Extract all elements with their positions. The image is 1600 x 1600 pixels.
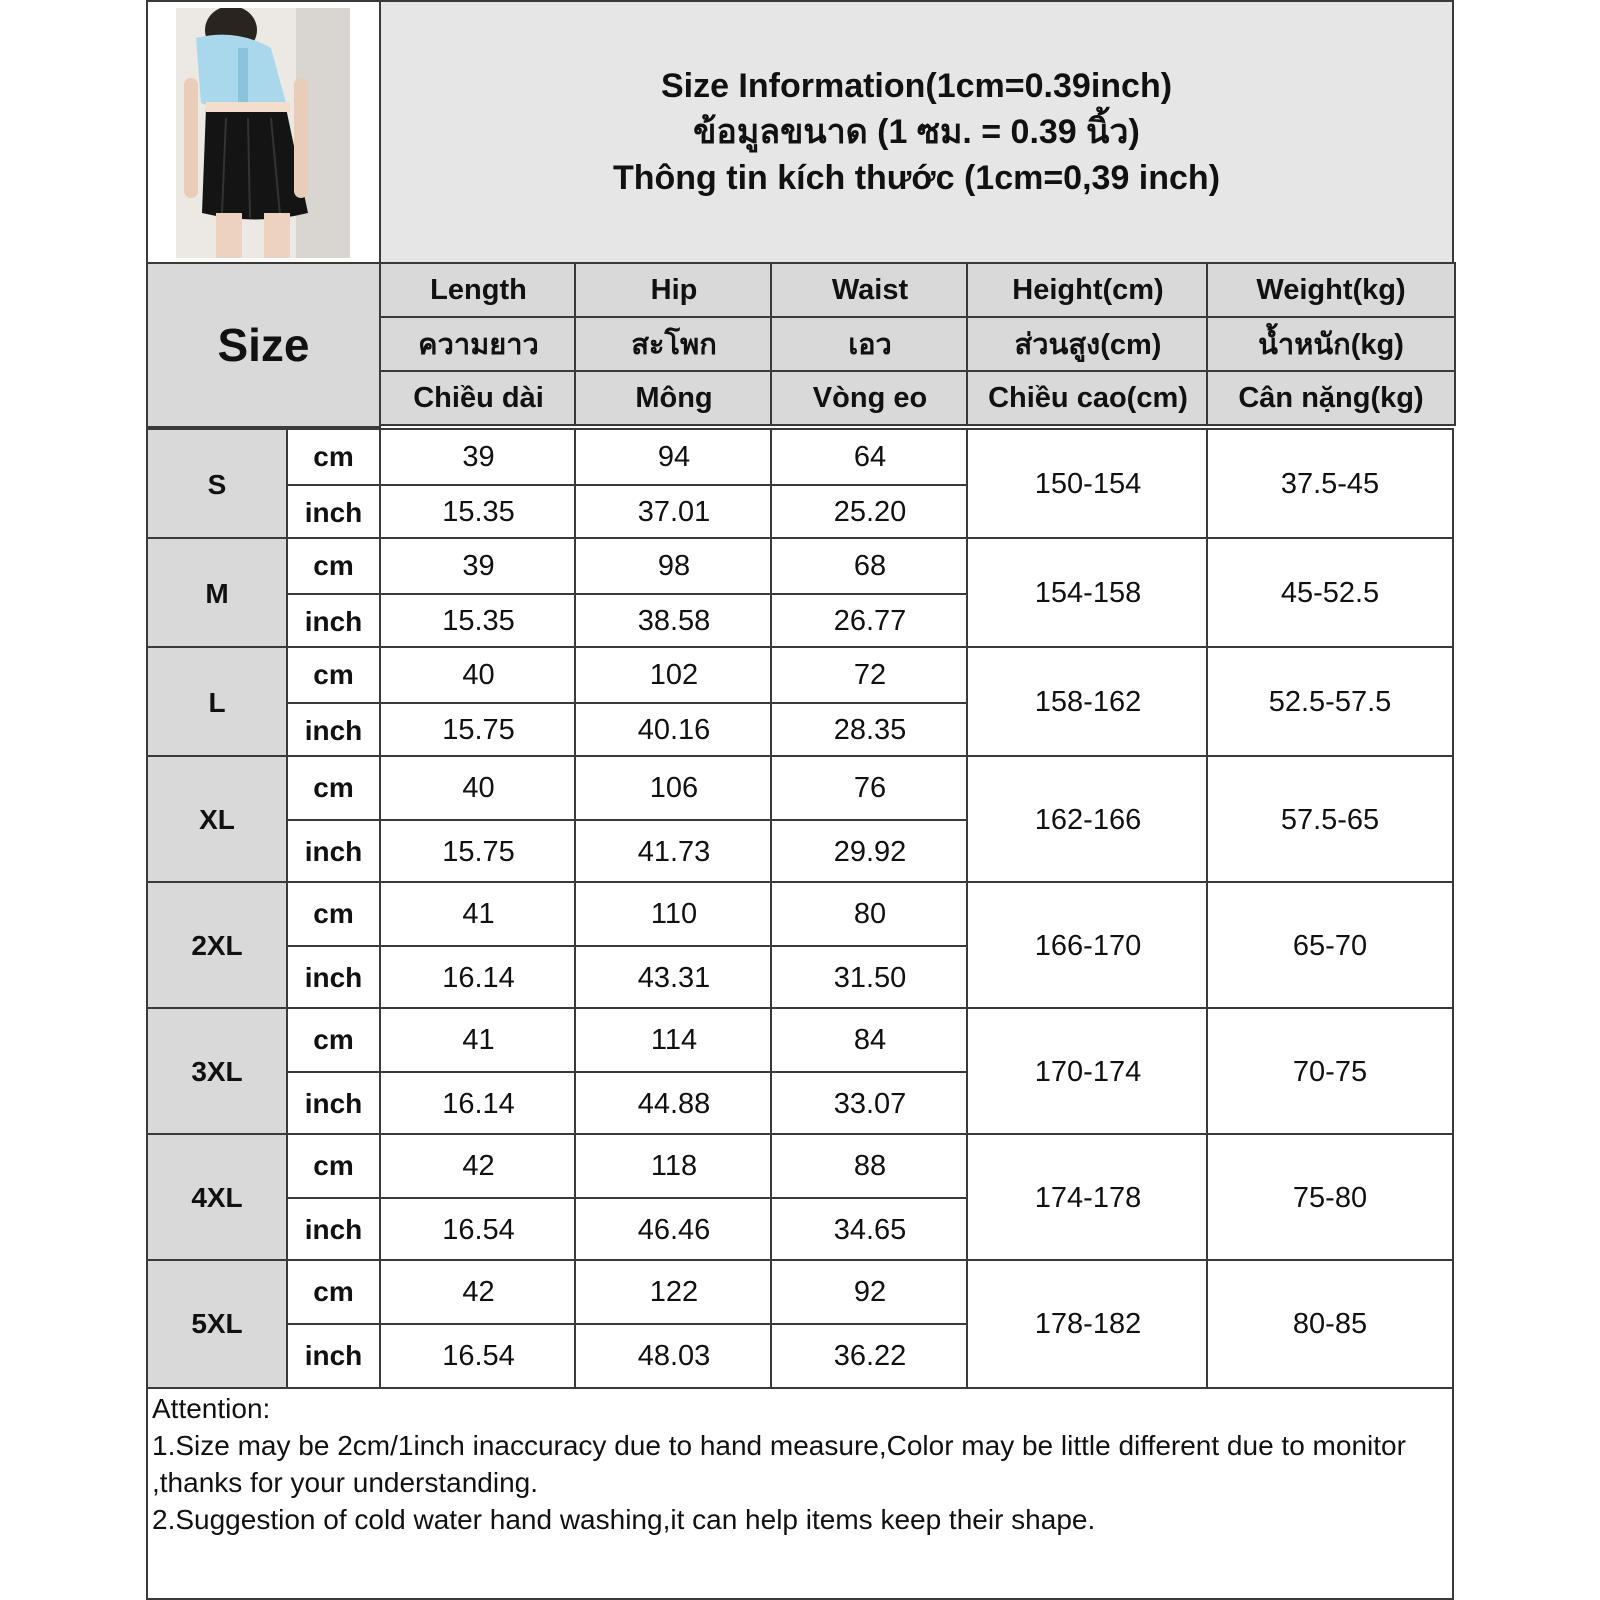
measurement-inch-cell: 16.54 — [379, 1197, 578, 1263]
measurement-cm-cell: 114 — [574, 1007, 774, 1073]
height-range-cell: 170-174 — [966, 1007, 1210, 1137]
weight-range-cell: 75-80 — [1206, 1133, 1454, 1263]
unit-cm-label: cm — [286, 1007, 381, 1073]
measurement-inch-cell: 28.35 — [770, 702, 970, 759]
unit-cm-label: cm — [286, 1259, 381, 1325]
measurement-inch-cell: 15.35 — [379, 484, 578, 541]
measurement-inch-cell: 38.58 — [574, 593, 774, 650]
measurement-cm-cell: 41 — [379, 1007, 578, 1073]
measurement-cm-cell: 42 — [379, 1133, 578, 1199]
weight-range-cell: 57.5-65 — [1206, 755, 1454, 885]
weight-range-cell: 45-52.5 — [1206, 537, 1454, 650]
weight-range-cell: 65-70 — [1206, 881, 1454, 1011]
height-range-cell: 174-178 — [966, 1133, 1210, 1263]
unit-cm-label: cm — [286, 1133, 381, 1199]
measurement-inch-cell: 43.31 — [574, 945, 774, 1011]
size-label-cell: 3XL — [146, 1007, 288, 1137]
height-range-cell: 158-162 — [966, 646, 1210, 759]
column-header-th: สะโพก — [574, 316, 774, 372]
measurement-inch-cell: 37.01 — [574, 484, 774, 541]
measurement-cm-cell: 72 — [770, 646, 970, 704]
column-header-vi: Vòng eo — [770, 370, 970, 426]
measurement-inch-cell: 44.88 — [574, 1071, 774, 1137]
measurement-inch-cell: 46.46 — [574, 1197, 774, 1263]
measurement-inch-cell: 25.20 — [770, 484, 970, 541]
notes-title: Attention: — [152, 1393, 271, 1424]
measurement-cm-cell: 88 — [770, 1133, 970, 1199]
product-photo — [146, 0, 381, 264]
column-header-th: น้ำหนัก(kg) — [1206, 316, 1456, 372]
unit-inch-label: inch — [286, 484, 381, 541]
title-vietnamese: Thông tin kích thước (1cm=0,39 inch) — [612, 159, 1221, 197]
measurement-inch-cell: 16.54 — [379, 1323, 578, 1389]
height-range-cell: 166-170 — [966, 881, 1210, 1011]
measurement-cm-cell: 122 — [574, 1259, 774, 1325]
size-information-header — [379, 0, 1454, 264]
title-thai: ข้อมูลขนาด (1 ซม. = 0.39 นิ้ว) — [693, 113, 1140, 151]
unit-inch-label: inch — [286, 945, 381, 1011]
measurement-cm-cell: 68 — [770, 537, 970, 595]
measurement-inch-cell: 48.03 — [574, 1323, 774, 1389]
measurement-cm-cell: 39 — [379, 537, 578, 595]
measurement-cm-cell: 84 — [770, 1007, 970, 1073]
measurement-inch-cell: 36.22 — [770, 1323, 970, 1389]
size-label-cell: XL — [146, 755, 288, 885]
measurement-inch-cell: 15.75 — [379, 702, 578, 759]
note-line: 1.Size may be 2cm/1inch inaccuracy due to hand measure,Color may be little different due to monitor — [152, 1430, 1406, 1461]
measurement-inch-cell: 41.73 — [574, 819, 774, 885]
column-header-vi: Chiều cao(cm) — [966, 370, 1210, 426]
measurement-cm-cell: 42 — [379, 1259, 578, 1325]
unit-inch-label: inch — [286, 1197, 381, 1263]
column-header-en: Weight(kg) — [1206, 262, 1456, 318]
measurement-inch-cell: 15.35 — [379, 593, 578, 650]
measurement-cm-cell: 64 — [770, 428, 970, 486]
size-label-cell: 5XL — [146, 1259, 288, 1389]
model-illustration — [176, 8, 350, 258]
measurement-cm-cell: 110 — [574, 881, 774, 947]
weight-range-cell: 37.5-45 — [1206, 428, 1454, 541]
column-header-en: Length — [379, 262, 578, 318]
measurement-inch-cell: 31.50 — [770, 945, 970, 1011]
unit-cm-label: cm — [286, 881, 381, 947]
unit-cm-label: cm — [286, 755, 381, 821]
measurement-cm-cell: 102 — [574, 646, 774, 704]
size-column-header: Size — [146, 262, 381, 428]
unit-inch-label: inch — [286, 1323, 381, 1389]
unit-inch-label: inch — [286, 593, 381, 650]
measurement-inch-cell: 40.16 — [574, 702, 774, 759]
weight-range-cell: 80-85 — [1206, 1259, 1454, 1389]
measurement-cm-cell: 106 — [574, 755, 774, 821]
size-label-cell: M — [146, 537, 288, 650]
title-english: Size Information(1cm=0.39inch) — [660, 67, 1173, 105]
column-header-vi: Cân nặng(kg) — [1206, 370, 1456, 426]
unit-inch-label: inch — [286, 1071, 381, 1137]
column-header-th: ความยาว — [379, 316, 578, 372]
measurement-cm-cell: 94 — [574, 428, 774, 486]
unit-cm-label: cm — [286, 537, 381, 595]
measurement-cm-cell: 40 — [379, 755, 578, 821]
measurement-inch-cell: 26.77 — [770, 593, 970, 650]
measurement-cm-cell: 76 — [770, 755, 970, 821]
measurement-cm-cell: 92 — [770, 1259, 970, 1325]
column-header-en: Hip — [574, 262, 774, 318]
column-header-th: เอว — [770, 316, 970, 372]
measurement-cm-cell: 39 — [379, 428, 578, 486]
measurement-inch-cell: 33.07 — [770, 1071, 970, 1137]
weight-range-cell: 70-75 — [1206, 1007, 1454, 1137]
measurement-cm-cell: 80 — [770, 881, 970, 947]
height-range-cell: 178-182 — [966, 1259, 1210, 1389]
column-header-vi: Chiều dài — [379, 370, 578, 426]
note-line: 2.Suggestion of cold water hand washing,it can help items keep their shape. — [152, 1504, 1096, 1535]
measurement-cm-cell: 41 — [379, 881, 578, 947]
column-header-en: Height(cm) — [966, 262, 1210, 318]
height-range-cell: 162-166 — [966, 755, 1210, 885]
height-range-cell: 154-158 — [966, 537, 1210, 650]
measurement-inch-cell: 34.65 — [770, 1197, 970, 1263]
measurement-inch-cell: 15.75 — [379, 819, 578, 885]
unit-cm-label: cm — [286, 646, 381, 704]
measurement-inch-cell: 29.92 — [770, 819, 970, 885]
column-header-en: Waist — [770, 262, 970, 318]
measurement-cm-cell: 98 — [574, 537, 774, 595]
measurement-inch-cell: 16.14 — [379, 1071, 578, 1137]
attention-notes — [146, 1386, 1454, 1600]
size-label-cell: L — [146, 646, 288, 759]
column-header-vi: Mông — [574, 370, 774, 426]
measurement-cm-cell: 40 — [379, 646, 578, 704]
column-header-th: ส่วนสูง(cm) — [966, 316, 1210, 372]
weight-range-cell: 52.5-57.5 — [1206, 646, 1454, 759]
size-label-cell: 2XL — [146, 881, 288, 1011]
unit-inch-label: inch — [286, 702, 381, 759]
note-line: ,thanks for your understanding. — [152, 1467, 539, 1498]
measurement-inch-cell: 16.14 — [379, 945, 578, 1011]
height-range-cell: 150-154 — [966, 428, 1210, 541]
size-label-cell: 4XL — [146, 1133, 288, 1263]
size-label-cell: S — [146, 428, 288, 541]
unit-cm-label: cm — [286, 428, 381, 486]
measurement-cm-cell: 118 — [574, 1133, 774, 1199]
unit-inch-label: inch — [286, 819, 381, 885]
size-chart — [146, 0, 1454, 1600]
